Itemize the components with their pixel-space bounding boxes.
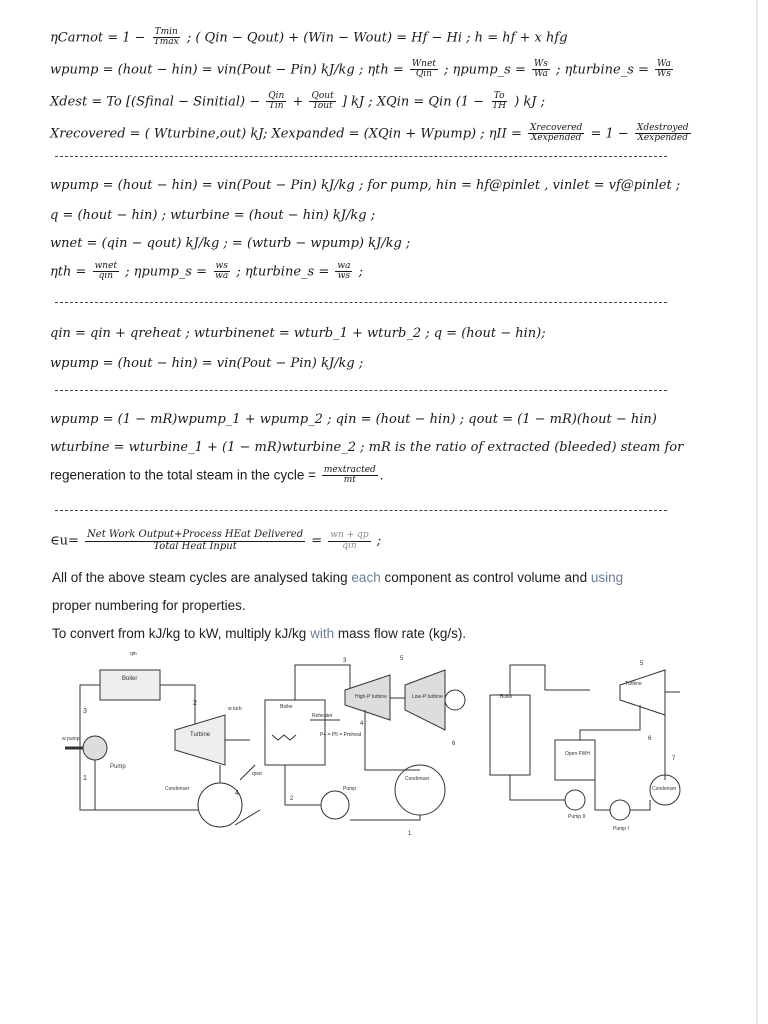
state-1-label: 1 xyxy=(83,775,87,782)
turbine-label: Turbine xyxy=(625,681,642,687)
wturb-label: w turb xyxy=(228,706,242,712)
pipe xyxy=(350,815,420,820)
state-4-label: 4 xyxy=(235,790,239,797)
pump-work-equation: wpump = (hout − hin) = vin(Pout − Pin) kJ/kg ; ηth = $\frac{\text{Wnet}}{\text{Qin}}$ ; ηpump_s = $\frac{Ws}{Wa}$ ; ηturbine_s = $\frac{Wa}{Ws}$ xyxy=(50,59,671,80)
boiler-box xyxy=(490,695,530,775)
reheat-pressure-label: P4 = P5 = Preheat xyxy=(320,732,362,738)
turbine-shape xyxy=(175,715,225,765)
cycle-diagrams xyxy=(0,640,768,840)
dashed-separator xyxy=(55,302,667,303)
pipe xyxy=(510,775,565,800)
condenser-shape xyxy=(395,765,445,815)
pump-label: Pump xyxy=(343,786,357,792)
pipe xyxy=(630,800,650,810)
prose-line-1: All of the above steam cycles are analysed taking each component as control volume and using xyxy=(52,570,624,585)
boiler-label: Boiler xyxy=(280,704,293,710)
reheat-pump-line: wpump = (hout − hin) = vin(Pout − Pin) kJ/kg ; xyxy=(50,356,364,371)
heat-turbine-line: q = (hout − hin) ; wturbine = (hout − hin) kJ/kg ; xyxy=(50,208,376,223)
state-6-label: 6 xyxy=(452,741,456,747)
dashed-separator xyxy=(55,156,667,157)
pipe xyxy=(295,665,350,700)
boiler-box xyxy=(265,700,325,765)
condenser-label: Condenser xyxy=(652,786,677,792)
regen-pump-line: wpump = (1 − mR)wpump_1 + wpump_2 ; qin = (hout − hin) ; qout = (1 − mR)(hout − hin) xyxy=(50,412,657,427)
qin-label: qin xyxy=(130,651,137,657)
pump-shape xyxy=(83,736,107,760)
pump-shape xyxy=(321,791,349,819)
condenser-label: Condenser xyxy=(165,786,190,792)
exergy-recovered-equation: Xrecovered = ( Wturbine,out) kJ; Xexpanded = (XQin + Wpump) ; ηII = $\frac{\text{Xrecovered}}{\text{Xexpended}}$ = 1 − $\frac{\text{Xdestroyed}}{\text{Xexpended}}$ xyxy=(50,123,689,144)
state-4-label: 4 xyxy=(360,721,364,727)
state-3-label: 3 xyxy=(343,658,347,664)
generator-shape xyxy=(445,690,465,710)
regen-turbine-line: wturbine = wturbine_1 + (1 − mR)wturbine_2 ; mR is the ratio of extracted (bleeded) steam for xyxy=(50,440,684,455)
pump2-label: Pump II xyxy=(568,814,586,820)
qout-label: qout xyxy=(252,771,262,777)
turbine-label: Turbine xyxy=(190,732,211,738)
lp-turbine-label: Low-P turbine xyxy=(412,694,443,700)
reheat-line: qin = qin + qreheat ; wturbinenet = wturb_1 + wturb_2 ; q = (hout − hin); xyxy=(50,326,546,341)
pump1-label: Pump I xyxy=(613,826,629,832)
state-2-label: 2 xyxy=(290,796,294,802)
reheat-cycle-diagram xyxy=(265,665,465,820)
rankine-cycle-diagram xyxy=(65,670,260,827)
dashed-separator xyxy=(55,510,667,511)
regen-ratio-line: regeneration to the total steam in the cycle = $\frac{\text{mextracted}}{mt}$ . xyxy=(50,465,384,486)
bleed-pipe xyxy=(580,705,640,740)
fwh-box xyxy=(555,740,595,780)
utilization-factor-equation: ∈u= $\frac{\text{Net Work Output+Process HEat Delivered}}{\text{Total Heat Input}}$ = $\frac{wn + qp}{\text{qin}}$ ; xyxy=(50,529,382,552)
dashed-separator xyxy=(55,390,667,391)
boiler-label: Boiler xyxy=(500,694,513,700)
state-2-label: 2 xyxy=(193,700,197,707)
pump1-shape xyxy=(610,800,630,820)
pipe xyxy=(365,710,420,770)
state-7-label: 7 xyxy=(672,756,676,762)
regenerative-cycle-diagram xyxy=(490,665,680,820)
prose-line-2: proper numbering for properties. xyxy=(52,598,246,613)
eq-text: ; ( Qin − Qout) + (Win − Wout) = Hf − Hi ; h = hf + x hfg xyxy=(186,30,568,46)
state-3-label: 3 xyxy=(83,708,87,715)
page-edge xyxy=(756,0,758,1024)
heating-coil xyxy=(272,735,296,740)
efficiency-line: ηth = $\frac{\text{wnet}}{\text{qin}}$ ; ηpump_s = $\frac{ws}{wa}$ ; ηturbine_s = $\frac{wa}{ws}$ ; xyxy=(50,261,363,282)
eq-text: ηCarnot = 1 − xyxy=(50,30,146,46)
turbine-shape xyxy=(620,670,665,715)
boiler-box xyxy=(100,670,160,700)
carnot-equation xyxy=(50,28,568,48)
pipe xyxy=(510,665,590,695)
pump2-shape xyxy=(565,790,585,810)
fraction: $\frac{Tmin}{Tmax}$ xyxy=(153,27,179,48)
state-1-label: 1 xyxy=(408,831,412,837)
boiler-label: Boiler xyxy=(122,676,138,682)
state-6-label: 6 xyxy=(648,736,652,742)
exergy-destruction-equation: Xdest = To [(Sfinal − Sinitial) − $\frac{\text{Qin}}{\text{Tin}}$ + $\frac{\text{Qout}}{\text{Tout}}$ ] kJ ; XQin = Qin (1 − $\frac{To}{TH}$ ) kJ ; xyxy=(50,91,546,112)
state-5-label: 5 xyxy=(400,656,404,662)
pipe xyxy=(595,780,610,810)
pump-label: Pump xyxy=(110,764,126,770)
fwh-label: Open FWH xyxy=(565,751,591,757)
wpump-label: w pump xyxy=(62,736,80,742)
prose-line-3: To convert from kJ/kg to kW, multiply kJ/kg with mass flow rate (kg/s). xyxy=(52,626,467,641)
qout-arrow xyxy=(235,810,260,825)
net-work-line: wnet = (qin − qout) kJ/kg ; = (wturb − wpump) kJ/kg ; xyxy=(50,236,411,251)
hp-turbine-label: High-P turbine xyxy=(355,694,387,700)
reheater-label: Reheater xyxy=(312,713,333,719)
state-5-label: 5 xyxy=(640,661,644,667)
lp-turbine-shape xyxy=(405,670,445,730)
pump-work-line: wpump = (hout − hin) = vin(Pout − Pin) kJ/kg ; for pump, hin = hf@pinlet , vinlet = vf@pinlet ; xyxy=(50,178,681,193)
condenser-label: Condenser xyxy=(405,776,430,782)
